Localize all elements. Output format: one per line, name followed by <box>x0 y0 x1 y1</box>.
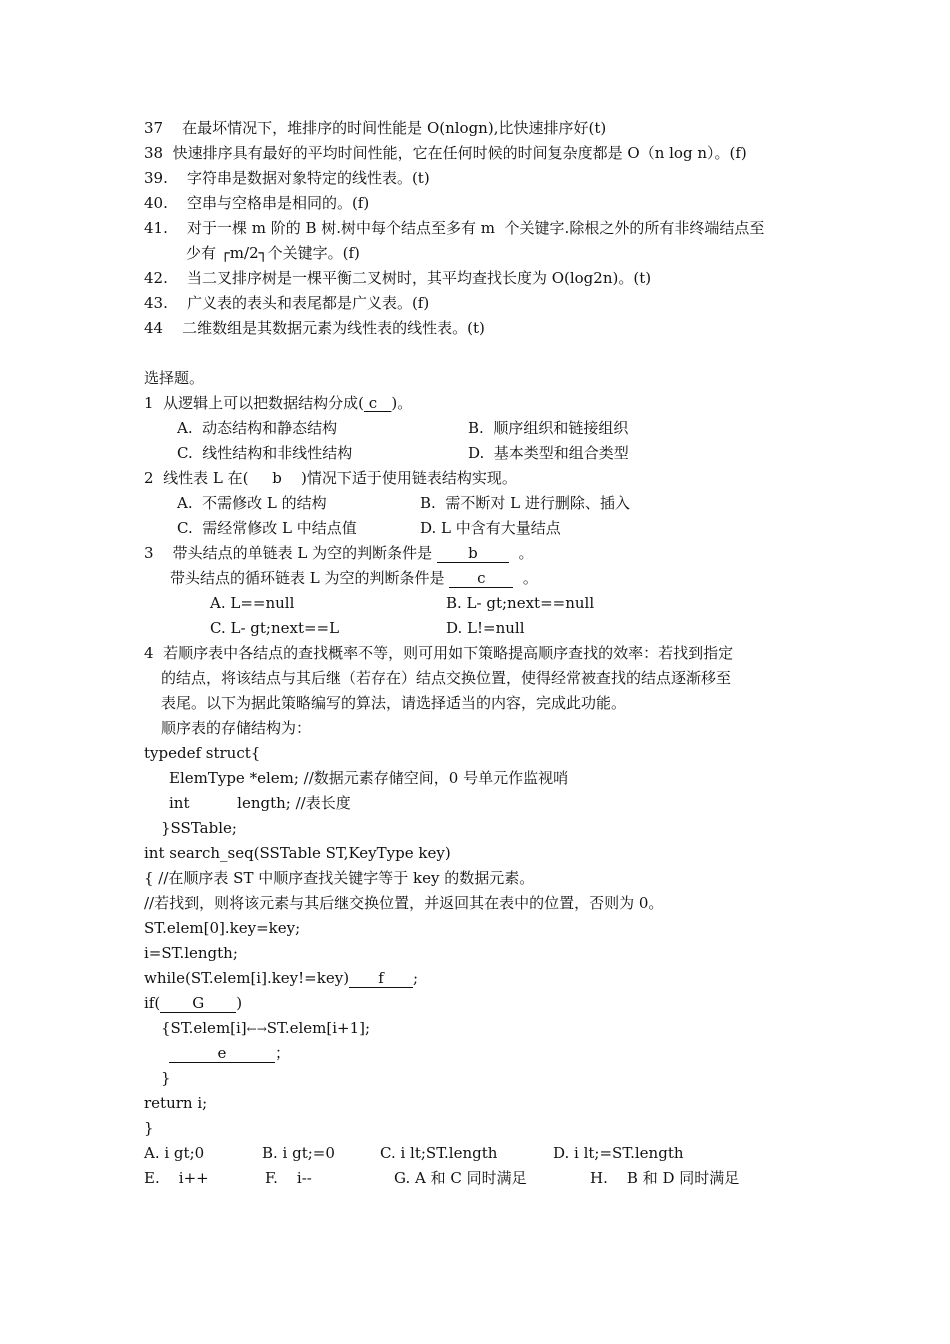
option: D. i lt;=ST.length <box>553 1144 684 1162</box>
option: C. L- gt;next==L <box>210 619 340 637</box>
option: A. 不需修改 L 的结构 <box>177 494 327 512</box>
option: A. L==null <box>210 594 295 612</box>
code-line: int search_seq(SSTable ST,KeyType key) <box>144 844 451 862</box>
question-2: 2 线性表 L 在( b )情况下适于使用链表结构实现。 <box>144 469 517 487</box>
swap-arrow-icon: ←→ <box>246 1022 267 1036</box>
option: D. L!=null <box>446 619 525 637</box>
option: F. i-- <box>265 1169 312 1187</box>
option: C. 线性结构和非线性结构 <box>177 444 353 462</box>
option: B. 需不断对 L 进行删除、插入 <box>420 494 630 512</box>
code-line: { //在顺序表 ST 中顺序查找关键字等于 key 的数据元素。 <box>144 869 535 887</box>
option: A. 动态结构和静态结构 <box>177 419 338 437</box>
code-line-while: while(ST.elem[i].key!=key) f ; <box>144 969 419 987</box>
option: D. L 中含有大量结点 <box>420 519 561 537</box>
tf-item-42: 42. 当二叉排序树是一棵平衡二叉树时，其平均查找长度为 O(log2n)。(t) <box>144 269 652 287</box>
code-line-swap: {ST.elem[i]←→ST.elem[i+1]; <box>161 1019 371 1037</box>
question-3-line2: 带头结点的循环链表 L 为空的判断条件是 c 。 <box>170 569 538 587</box>
tf-item-44: 44 二维数组是其数据元素为线性表的线性表。(t) <box>144 319 485 337</box>
tf-item-39: 39. 字符串是数据对象特定的线性表。(t) <box>144 169 430 187</box>
option: E. i++ <box>144 1169 209 1187</box>
option: C. 需经常修改 L 中结点值 <box>177 519 357 537</box>
tf-item-41-cont: 少有 ┌m/2┐个关键字。(f) <box>186 244 360 262</box>
question-4-line: 表尾。以下为据此策略编写的算法，请选择适当的内容，完成此功能。 <box>161 694 627 712</box>
code-line: i=ST.length; <box>144 944 238 962</box>
answer-blank: G <box>160 995 236 1013</box>
tf-item-40: 40. 空串与空格串是相同的。(f) <box>144 194 370 212</box>
tf-item-37: 37 在最坏情况下，堆排序的时间性能是 O(nlogn),比快速排序好(t) <box>144 119 607 137</box>
option: B. 顺序组织和链接组织 <box>468 419 629 437</box>
code-line: } <box>161 1069 171 1087</box>
tf-item-43: 43. 广义表的表头和表尾都是广义表。(f) <box>144 294 430 312</box>
answer-blank: c <box>449 570 513 588</box>
option: A. i gt;0 <box>144 1144 205 1162</box>
code-line: int length; //表长度 <box>169 794 351 812</box>
question-4: 4 若顺序表中各结点的查找概率不等，则可用如下策略提高顺序查找的效率：若找到指定 <box>144 644 734 662</box>
option: G. A 和 C 同时满足 <box>394 1169 527 1187</box>
question-1: 1 从逻辑上可以把数据结构分成( c )。 <box>144 394 413 412</box>
question-4-line: 顺序表的存储结构为： <box>161 719 312 737</box>
code-line-blank: e ； <box>169 1043 290 1063</box>
question-4-line: 的结点，将该结点与其后继（若存在）结点交换位置，使得经常被查找的结点逐渐移至 <box>161 669 732 687</box>
option: B. i gt;=0 <box>262 1144 335 1162</box>
tf-item-38: 38 快速排序具有最好的平均时间性能，它在任何时候的时间复杂度都是 O（n log n）。(f) <box>144 144 747 162</box>
code-line: typedef struct{ <box>144 744 261 762</box>
question-3: 3 带头结点的单链表 L 为空的判断条件是 b 。 <box>144 544 534 562</box>
answer-blank: c <box>363 394 392 412</box>
tf-item-41: 41. 对于一棵 m 阶的 B 树.树中每个结点至多有 m 个关键字.除根之外的所有非终端结点至 <box>144 219 765 237</box>
option: B. L- gt;next==null <box>446 594 595 612</box>
code-line: ST.elem[0].key=key; <box>144 919 301 937</box>
option: C. i lt;ST.length <box>380 1144 498 1162</box>
section-title: 选择题。 <box>144 369 205 387</box>
code-line-if: if( G ) <box>144 994 243 1012</box>
option: H. B 和 D 同时满足 <box>590 1169 740 1187</box>
answer-blank: f <box>349 970 413 988</box>
code-line: //若找到，则将该元素与其后继交换位置，并返回其在表中的位置，否则为 0。 <box>144 894 664 912</box>
code-line: } <box>144 1119 154 1137</box>
answer-blank: e <box>169 1045 275 1063</box>
code-line: }SSTable; <box>161 819 237 837</box>
code-line: return i; <box>144 1094 208 1112</box>
answer-blank: b <box>272 469 282 487</box>
code-line: ElemType *elem; //数据元素存储空间，0 号单元作监视哨 <box>169 769 569 787</box>
answer-blank: b <box>437 545 509 563</box>
option: D. 基本类型和组合类型 <box>468 444 629 462</box>
